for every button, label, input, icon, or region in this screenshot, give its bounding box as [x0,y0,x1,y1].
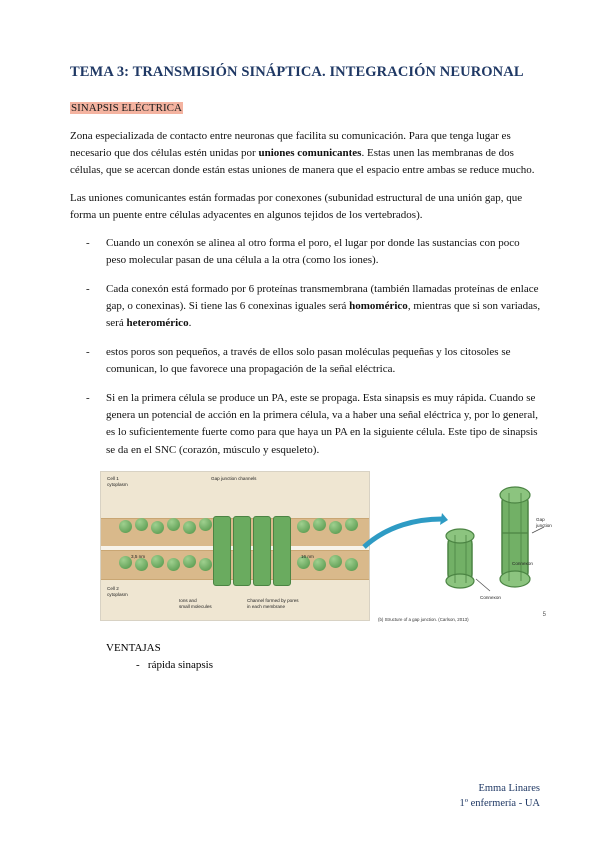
page-title: TEMA 3: TRANSMISIÓN SINÁPTICA. INTEGRACIÓN NEURONAL [70,64,524,80]
membrane-protein-blob [313,518,326,531]
membrane-protein-blob [329,555,342,568]
membrane-protein-blob [151,521,164,534]
dash-bullet: - [86,283,90,296]
list-item [70,281,542,332]
label-dimension-left: 3,5 nm [131,553,146,559]
connexon-column [273,516,291,586]
label-gap-junction-line1: Gap [536,516,545,522]
figure-cross-section-diagram [100,471,370,621]
list-item-text: Cuando un conexón se alinea al otro forma el poro, el lugar por donde las sustancias con poco peso molecular pasan de una célula a la otra (como los iones). [106,237,520,267]
list-item-bold-2: heteromérico [126,317,189,330]
label-channel-line1: Channel formed by pores [247,597,299,603]
gap-junction-figure [100,471,552,626]
ventajas-item-text: rápida sinapsis [147,659,213,672]
label-cell1-line2: cytoplasm [107,481,128,487]
paragraph-1 [70,128,542,179]
list-item [70,390,542,458]
footer-course: 1º enfermería - UA [459,798,540,810]
label-cell1-line1: Cell 1 [107,475,119,481]
paragraph-1-part-a: Zona especializada de contacto entre neuronas que facilita su comunicación. Para que tenga lugar es necesario que dos células estén unidas por [70,129,511,159]
zoom-arrow-icon [362,513,448,553]
label-ions-line2: small molecules [179,603,212,609]
label-connexon-bottom: Connexon [480,594,501,600]
section-heading [70,100,542,117]
dash-bullet: - [86,237,90,250]
membrane-protein-blob [199,558,212,571]
footer-author: Emma Linares [478,782,540,794]
membrane-protein-blob [183,555,196,568]
footer [459,781,540,813]
label-ions-line1: Ions and [179,597,197,603]
bullet-list [70,235,542,459]
membrane-protein-blob [345,518,358,531]
membrane-protein-blob [297,520,310,533]
label-gap-junction-channels: Gap junction channels [211,475,257,481]
membrane-protein-blob [167,558,180,571]
ventajas-item [136,657,542,675]
section-heading-text: SINAPSIS ELÉCTRICA [71,101,182,114]
dash-bullet: - [136,659,148,672]
list-item [70,235,542,269]
ventajas-heading: VENTAJAS [106,641,161,654]
label-channel-line2: in each membrane [247,603,286,609]
label-connexon-right: Connexon [512,560,533,566]
dash-bullet: - [86,346,90,359]
membrane-protein-blob [329,521,342,534]
membrane-protein-blob [119,520,132,533]
list-item-text-b: , mientras que si son variadas, será [106,300,541,330]
connexon-column [253,516,271,586]
connexon-column [233,516,251,586]
cell2-cytoplasm-region [101,580,369,620]
list-item-text-c: . [188,317,192,330]
label-dimension-right: 16 nm [301,553,314,559]
dash-bullet: - [86,392,90,405]
paragraph-1-part-b: . Estas unen las membranas de dos células, que se acercan donde están estas uniones de manera que el espacio entre ambas se reduce mucho. [70,146,535,176]
figure-caption: (b) Structure of a gap junction. (Carlson, 2013) [378,616,469,622]
membrane-protein-blob [199,518,212,531]
membrane-protein-blob [313,558,326,571]
label-cell2-line2: cytoplasm [107,591,128,597]
figure-page-number: 5 [542,611,546,618]
membrane-protein-blob [151,555,164,568]
label-cell2-line1: Cell 2 [107,585,119,591]
list-item-text-a: Cada conexón está formado por 6 proteínas transmembrana (también llamadas proteínas de enlace gap, o conexinas). Si tiene las 6 conexinas iguales será [106,283,539,313]
list-item-text: Si en la primera célula se produce un PA, este se propaga. Esta sinapsis es muy rápida. Cuando se genera un potencial de acción en la primera célula, va a haber una señal eléctrica y, por lo general, es lo suficientemente fuerte como para que haya un PA en la siguiente célula. Este tipo de sinapsis se da en el SNC (corazón, músculo y esqueleto). [106,392,539,456]
paragraph-1-bold: uniones comunicantes [258,146,362,159]
membrane-protein-blob [345,558,358,571]
membrane-protein-blob [135,558,148,571]
membrane-protein-blob [135,518,148,531]
list-item-text: estos poros son pequeños, a través de ellos solo pasan moléculas pequeñas y los citosoles se comunican, lo que favorece una propagación de la señal eléctrica. [106,346,511,376]
membrane-protein-blob [167,518,180,531]
list-item-bold-1: homomérico [349,300,408,313]
connexon-column [213,516,231,586]
ventajas-block [106,640,542,675]
list-item [70,344,542,378]
membrane-protein-blob [183,521,196,534]
label-gap-junction-line2: junction [536,522,552,528]
paragraph-2: Las uniones comunicantes están formadas por conexones (subunidad estructural de una unión gap, que forma un puente entre células adyacentes en algunos tejidos de los vertebrados). [70,191,523,221]
